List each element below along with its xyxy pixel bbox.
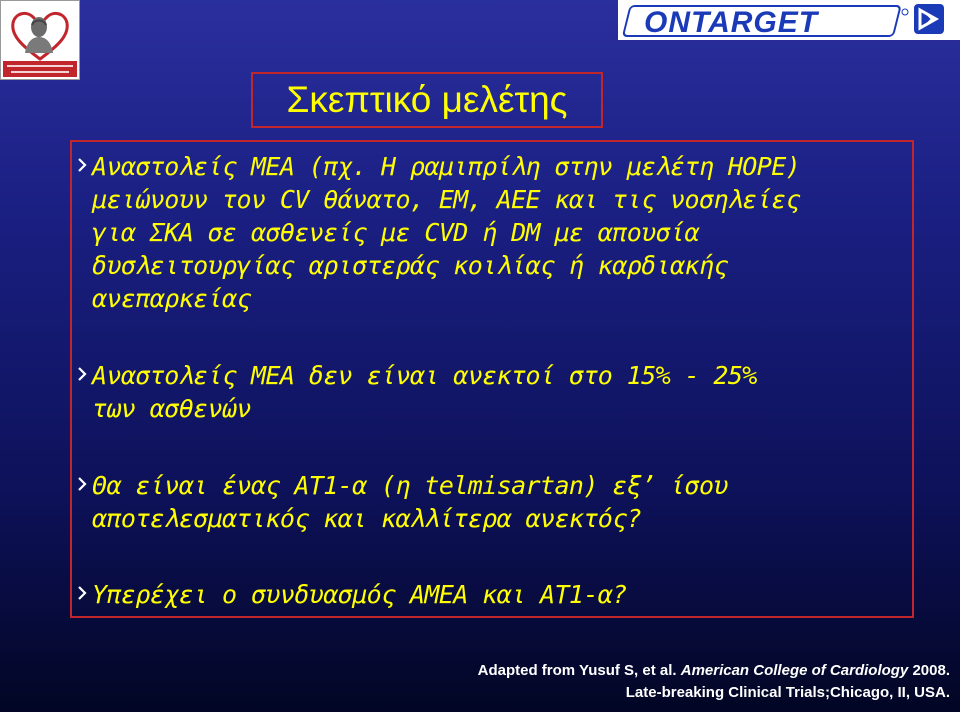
bullet-line: Θα είναι ένας ΑΤ1-α (η telmisartan) εξ’ ίσου (92, 471, 728, 500)
citation-line-1 (478, 660, 950, 682)
content-box (70, 140, 914, 618)
bullet-line: δυσλειτουργίας αριστεράς κοιλίας ή καρδιακής (92, 251, 728, 280)
bullet-arrow-icon (72, 359, 92, 425)
bullet-item (72, 469, 912, 535)
bullet-arrow-icon (72, 469, 92, 535)
citation-footer (478, 660, 950, 704)
ontarget-logo (618, 0, 960, 40)
bullet-line: των ασθενών (92, 394, 251, 423)
citation-journal: American College of Cardiology (680, 662, 909, 679)
bullet-line: για ΣΚΑ σε ασθενείς με CVD ή DM με απουσία (92, 218, 699, 247)
citation-year: 2008. (908, 662, 950, 679)
society-logo-image (1, 1, 79, 79)
slide-title: Σκεπτικό μελέτης (286, 79, 568, 120)
citation-line-2: Late-breaking Clinical Trials;Chicago, II, USA. (625, 684, 950, 701)
bullet-line: αποτελεσματικός και καλλίτερα ανεκτός? (92, 504, 642, 533)
bullet-text (92, 359, 902, 425)
citation-authors: Adapted from Yusuf S, et al. (477, 662, 681, 679)
bullet-item (72, 359, 912, 425)
bullet-line: Αναστολείς ΜΕΑ δεν είναι ανεκτοί στο 15% - 25% (92, 361, 757, 390)
bullet-line: ανεπαρκείας (92, 284, 251, 313)
bullet-text (92, 578, 902, 611)
bullet-text (92, 469, 902, 535)
bullet-arrow-icon (72, 578, 92, 611)
society-logo (0, 0, 80, 80)
ontarget-logo-image (618, 0, 960, 40)
title-box (251, 72, 603, 128)
bullet-text (92, 150, 902, 315)
bullet-line: μειώνουν τον CV θάνατο, ΕΜ, ΑΕΕ και τις νοσηλείες (92, 185, 801, 214)
bullet-arrow-icon (72, 150, 92, 315)
bullet-line: Αναστολείς ΜΕΑ (πχ. Η ραμιπρίλη στην μελέτη HOPE) (92, 152, 801, 181)
bullet-line: Υπερέχει ο συνδυασμός ΑΜΕΑ και ΑΤ1-α? (92, 580, 627, 609)
svg-text:ONTARGET: ONTARGET (644, 6, 819, 39)
bullet-item (72, 150, 912, 315)
bullet-item (72, 578, 912, 611)
